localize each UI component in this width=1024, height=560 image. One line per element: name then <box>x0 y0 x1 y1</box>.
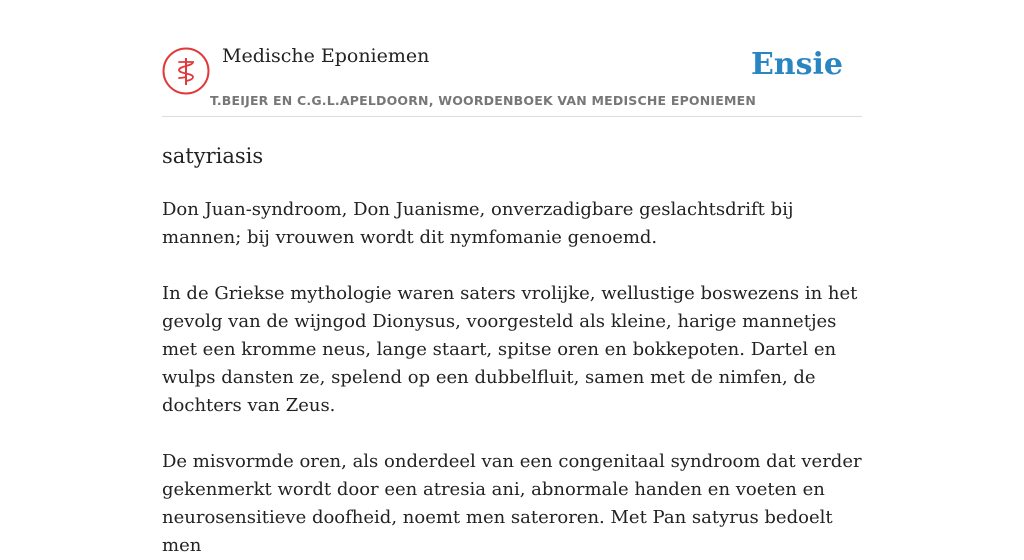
header <box>162 0 862 117</box>
entry-paragraph: Don Juan-syndroom, Don Juanisme, onverzadigbare geslachtsdrift bij mannen; bij vrouwen wordt dit nymfomanie genoemd. <box>162 199 794 248</box>
content-container <box>162 0 862 560</box>
book-title[interactable]: Medische Eponiemen <box>222 45 430 67</box>
entry-term: satyriasis <box>162 144 264 168</box>
entry-paragraph: De misvormde oren, als onderdeel van een congenitaal syndroom dat verder gekenmerkt wordt door een atresia ani, abnormale handen en voeten en neurosensitieve doofheid, noemt men saterоren. Met Pan satyrus bedoelt men <box>162 451 862 556</box>
caduceus-icon[interactable] <box>162 47 210 95</box>
brand-logo[interactable]: Ensie <box>750 47 843 82</box>
book-subtitle: T.BEIJER EN C.G.L.APELDOORN, WOORDENBOEK VAN MEDISCHE EPONIEMEN <box>210 93 757 108</box>
entry-paragraph: In de Griekse mythologie waren saters vrolijke, wellustige boswezens in het gevolg van de wijngod Dionysus, voorgesteld als kleine, harige mannetjes met een kromme neus, lange staart, spitse oren en bokkepoten. Dartel en wulps dansten ze, spelend op een dubbelfluit, samen met de nimfen, de dochters van Zeus. <box>162 283 858 416</box>
